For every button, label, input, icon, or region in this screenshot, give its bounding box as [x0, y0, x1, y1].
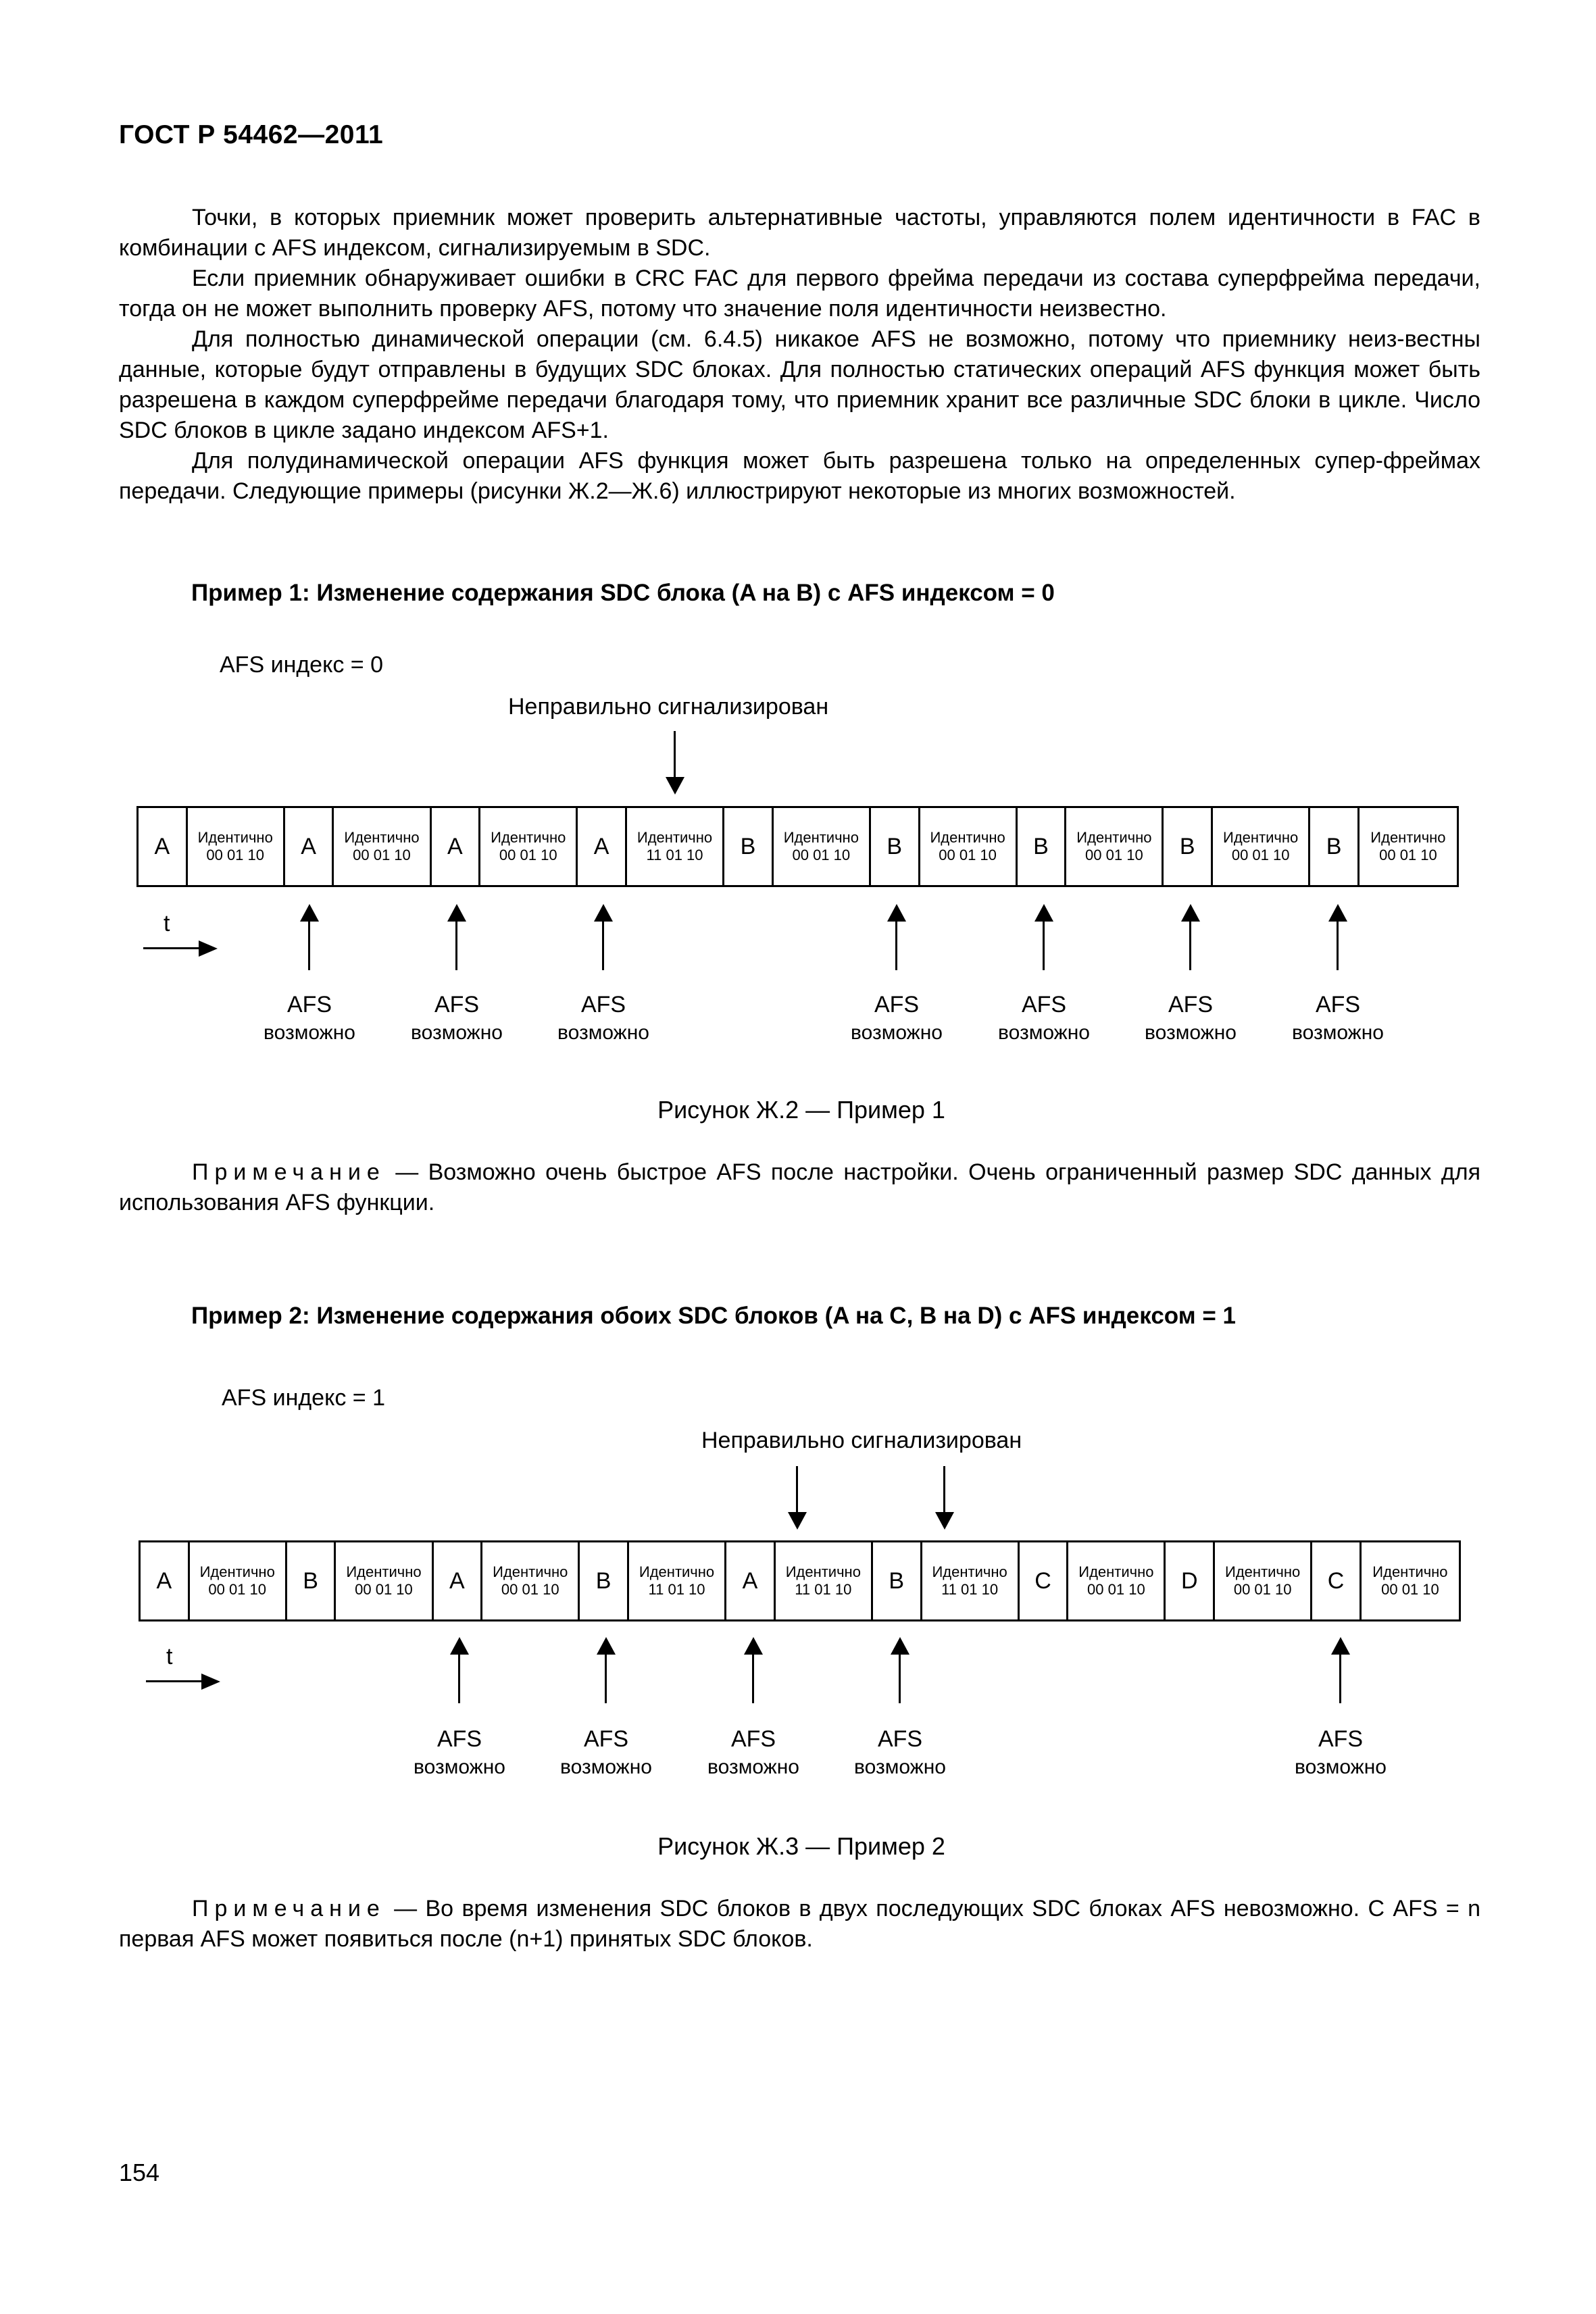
afs-label-line2: возможно	[854, 1756, 946, 1778]
afs-label-line2: возможно	[264, 1022, 355, 1044]
example2-afs-index: AFS индекс = 1	[222, 1385, 386, 1411]
sdc-block-cell: B	[580, 1542, 629, 1619]
identity-label: Идентично	[1078, 1563, 1154, 1580]
afs-label-line2: возможно	[414, 1756, 505, 1778]
identity-value: 00 01 10	[1087, 1581, 1145, 1598]
example2-heading: Пример 2: Изменение содержания обоих SDC блоков (A на C, B на D) с AFS индексом = 1	[191, 1303, 1236, 1329]
afs-label-line1: AFS	[580, 992, 626, 1017]
identity-value: 00 01 10	[1231, 847, 1290, 863]
afs-possible-label	[1273, 1725, 1408, 1782]
identity-cell	[920, 808, 1018, 885]
identity-cell	[627, 808, 724, 885]
identity-cell	[1068, 1542, 1166, 1619]
identity-label: Идентично	[637, 829, 713, 846]
example2-time-label: t	[166, 1644, 173, 1669]
sdc-block-cell: B	[724, 808, 774, 885]
identity-value: 11 01 10	[941, 1581, 999, 1598]
sdc-block-cell: B	[287, 1542, 336, 1619]
sdc-block-cell: A	[285, 808, 334, 885]
identity-value: 11 01 10	[795, 1581, 852, 1598]
example1-heading: Пример 1: Изменение содержания SDC блока (A на B) с AFS индексом = 0	[191, 580, 1055, 606]
afs-arrow	[744, 1637, 763, 1703]
afs-label-line2: возможно	[557, 1022, 649, 1044]
intro-paragraph-3: Для полностью динамической операции (см. 6.4.5) никакое AFS не возможно, потому что приемнику неиз-вестны данные, которые будут отправлены в будущих SDC блоках. Для полностью статических операций AFS функция может быть разрешена в каждом суперфрейме передачи благодаря тому, что приемник хранит все различные SDC блоки в цикле. Число SDC блоков в цикле задано индексом AFS+1.	[119, 326, 1480, 443]
identity-cell	[336, 1542, 433, 1619]
identity-cell	[1360, 808, 1457, 885]
identity-cell	[1215, 1542, 1312, 1619]
afs-arrow	[1328, 904, 1347, 970]
identity-label: Идентично	[1076, 829, 1152, 846]
identity-cell	[482, 1542, 580, 1619]
sdc-block-cell: B	[1310, 808, 1360, 885]
afs-label-line1: AFS	[583, 1726, 629, 1752]
example1-afs-index: AFS индекс = 0	[220, 652, 384, 678]
example1-note-text: — Возможно очень быстрое AFS после настройки. Очень ограниченный размер SDC данных для использования AFS функции.	[119, 1159, 1480, 1215]
identity-value: 00 01 10	[355, 1581, 413, 1598]
sdc-block-cell: A	[434, 1542, 483, 1619]
afs-possible-label	[242, 990, 377, 1047]
afs-arrow	[447, 904, 466, 970]
afs-label-line1: AFS	[1021, 992, 1067, 1017]
intro-paragraph-2: Если приемник обнаруживает ошибки в CRC FAC для первого фрейма передачи из состава суперфрейма передачи, тогда он не может выполнить проверку AFS, потому что значение поля идентичности неизвестно.	[119, 266, 1480, 322]
identity-cell	[480, 808, 578, 885]
afs-arrow	[1331, 1637, 1350, 1703]
identity-value: 00 01 10	[208, 1581, 266, 1598]
sdc-block-cell: A	[578, 808, 627, 885]
identity-label: Идентично	[197, 829, 273, 846]
example1-time-label: t	[164, 911, 170, 936]
afs-label-line1: AFS	[1168, 992, 1214, 1017]
afs-label-line1: AFS	[730, 1726, 776, 1752]
identity-label: Идентично	[783, 829, 859, 846]
intro-paragraph-1: Точки, в которых приемник может проверить альтернативные частоты, управляются полем идентичности в FAC в комбинации с AFS индексом, сигнализируемым в SDC.	[119, 205, 1480, 261]
identity-cell	[1362, 1542, 1459, 1619]
afs-label-line2: возможно	[1145, 1022, 1237, 1044]
sdc-block-cell: D	[1166, 1542, 1215, 1619]
afs-possible-label	[832, 1725, 968, 1782]
identity-label: Идентично	[932, 1563, 1007, 1580]
example2-note-text: — Во время изменения SDC блоков в двух последующих SDC блоках AFS невозможно. С AFS = n первая AFS может появиться после (n+1) принятых SDC блоков.	[119, 1896, 1480, 1952]
sdc-block-cell: A	[726, 1542, 776, 1619]
identity-cell	[1066, 808, 1164, 885]
afs-arrow	[1034, 904, 1053, 970]
sdc-block-cell: B	[1018, 808, 1067, 885]
afs-arrow	[597, 1637, 616, 1703]
example2-note-word: Примечание	[192, 1896, 386, 1921]
afs-label-line2: возможно	[1295, 1756, 1387, 1778]
example2-wrong-signal-arrow-1	[788, 1466, 807, 1530]
example2-timeline	[139, 1540, 1461, 1621]
sdc-block-cell: A	[432, 808, 481, 885]
example2-wrong-signal-arrow-2	[935, 1466, 954, 1530]
identity-label: Идентично	[491, 829, 566, 846]
identity-value: 00 01 10	[792, 847, 851, 863]
afs-label-line1: AFS	[1318, 1726, 1364, 1752]
identity-cell	[190, 1542, 287, 1619]
afs-label-line2: возможно	[560, 1756, 652, 1778]
afs-arrow	[594, 904, 613, 970]
afs-possible-label	[1270, 990, 1405, 1047]
sdc-block-cell: B	[1164, 808, 1213, 885]
identity-value: 00 01 10	[206, 847, 264, 863]
afs-arrow	[450, 1637, 469, 1703]
identity-label: Идентично	[493, 1563, 568, 1580]
identity-value: 00 01 10	[499, 847, 557, 863]
identity-label: Идентично	[639, 1563, 715, 1580]
identity-cell	[629, 1542, 726, 1619]
example2-caption: Рисунок Ж.3 — Пример 2	[657, 1832, 945, 1860]
page-number: 154	[119, 2159, 160, 2186]
afs-label-line1: AFS	[286, 992, 332, 1017]
example1-wrong-signal-label: Неправильно сигнализирован	[508, 694, 829, 720]
afs-possible-label	[686, 1725, 821, 1782]
example1-note	[119, 1157, 1480, 1218]
identity-value: 00 01 10	[1381, 1581, 1439, 1598]
identity-label: Идентично	[344, 829, 420, 846]
afs-label-line2: возможно	[1292, 1022, 1384, 1044]
afs-possible-label	[1123, 990, 1258, 1047]
afs-possible-label	[392, 1725, 527, 1782]
example1-wrong-signal-arrow	[666, 731, 684, 795]
sdc-block-cell: B	[871, 808, 920, 885]
afs-arrow	[300, 904, 319, 970]
sdc-block-cell: C	[1020, 1542, 1069, 1619]
identity-cell	[188, 808, 285, 885]
identity-value: 00 01 10	[1379, 847, 1437, 863]
afs-arrow	[887, 904, 906, 970]
example1-note-word: Примечание	[192, 1159, 386, 1185]
identity-cell	[334, 808, 431, 885]
example2-note	[119, 1894, 1480, 1955]
identity-value: 11 01 10	[646, 847, 703, 863]
identity-label: Идентично	[199, 1563, 275, 1580]
afs-label-line1: AFS	[1315, 992, 1361, 1017]
identity-value: 00 01 10	[1085, 847, 1143, 863]
afs-label-line1: AFS	[434, 992, 480, 1017]
afs-arrow	[1181, 904, 1200, 970]
sdc-block-cell: C	[1312, 1542, 1362, 1619]
identity-label: Идентично	[930, 829, 1005, 846]
afs-label-line2: возможно	[707, 1756, 799, 1778]
identity-label: Идентично	[346, 1563, 422, 1580]
afs-label-line2: возможно	[851, 1022, 943, 1044]
afs-possible-label	[389, 990, 524, 1047]
identity-value: 00 01 10	[501, 1581, 559, 1598]
example1-caption: Рисунок Ж.2 — Пример 1	[657, 1096, 945, 1124]
afs-label-line2: возможно	[411, 1022, 503, 1044]
afs-possible-label	[976, 990, 1112, 1047]
identity-label: Идентично	[1225, 1563, 1301, 1580]
sdc-block-cell: A	[139, 808, 188, 885]
identity-value: 00 01 10	[939, 847, 997, 863]
sdc-block-cell: A	[141, 1542, 190, 1619]
sdc-block-cell: B	[873, 1542, 922, 1619]
afs-possible-label	[536, 990, 671, 1047]
document-header: ГОСТ Р 54462—2011	[119, 120, 384, 149]
afs-possible-label	[539, 1725, 674, 1782]
identity-cell	[774, 808, 871, 885]
afs-label-line2: возможно	[998, 1022, 1090, 1044]
intro-paragraph-4: Для полудинамической операции AFS функция может быть разрешена только на определенных супер-фреймах передачи. Следующие примеры (рисунки Ж.2—Ж.6) иллюстрируют некоторые из многих возможностей.	[119, 448, 1480, 504]
example1-timeline	[136, 806, 1459, 887]
identity-label: Идентично	[1372, 1563, 1448, 1580]
identity-value: 11 01 10	[648, 1581, 705, 1598]
afs-label-line1: AFS	[437, 1726, 482, 1752]
example2-wrong-signal-label: Неправильно сигнализирован	[701, 1428, 1022, 1453]
afs-possible-label	[829, 990, 964, 1047]
afs-arrow	[891, 1637, 909, 1703]
identity-cell	[922, 1542, 1020, 1619]
identity-label: Идентично	[1223, 829, 1299, 846]
identity-value: 00 01 10	[1233, 1581, 1292, 1598]
afs-label-line1: AFS	[877, 1726, 923, 1752]
identity-cell	[1213, 808, 1310, 885]
identity-label: Идентично	[785, 1563, 861, 1580]
identity-value: 00 01 10	[353, 847, 411, 863]
identity-label: Идентично	[1370, 829, 1446, 846]
afs-label-line1: AFS	[874, 992, 920, 1017]
identity-cell	[776, 1542, 873, 1619]
